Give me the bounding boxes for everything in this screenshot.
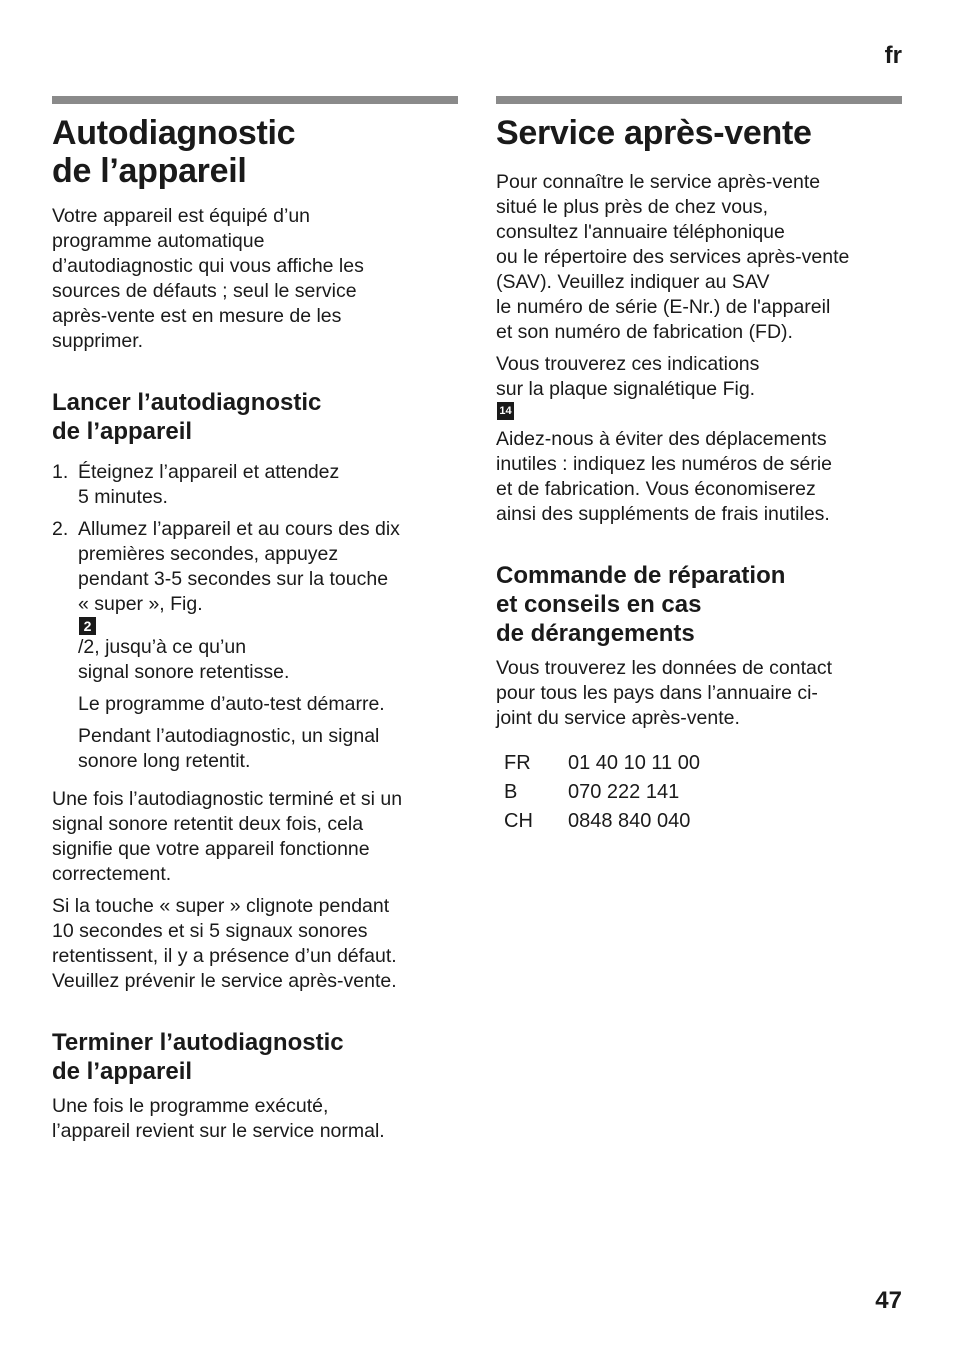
heading-terminer: Terminer l’autodiagnostic de l’appareil bbox=[52, 1029, 344, 1085]
list-item: 2. Allumez l’appareil et au cours des dix premières secondes, appuyez pendant 3-5 secondes sur la touche « super », Fig. 2 /2, jusqu’à ce qu’un signal sonore retentisse. bbox=[52, 518, 400, 683]
country-code: FR bbox=[504, 752, 531, 774]
title-autodiagnostic: Autodiagnostic de l’appareil bbox=[52, 114, 296, 190]
terminer-paragraph: Une fois le programme exécuté, l’appareil revient sur le service normal. bbox=[52, 1095, 385, 1142]
left-column bbox=[52, 96, 458, 1151]
list-item: 1. Éteignez l’appareil et attendez 5 minutes. bbox=[52, 461, 340, 508]
fault-paragraph: Si la touche « super » clignote pendant 10 secondes et si 5 signaux sonores retentissent, il y a présence d’un défaut. Veuillez prévenir le service après-vente. bbox=[52, 895, 397, 992]
title-service: Service après-vente bbox=[496, 114, 812, 152]
heading-commande: Commande de réparation et conseils en cas de dérangements bbox=[496, 562, 786, 647]
table-row bbox=[496, 749, 700, 778]
figure-reference-icon: 14 bbox=[497, 402, 514, 420]
help-paragraph: Aidez-nous à éviter des déplacements inutiles : indiquez les numéros de série et de fabrication. Vous économiserez ainsi des suppléments de frais inutiles. bbox=[496, 428, 833, 525]
language-code: fr bbox=[884, 42, 902, 69]
right-column bbox=[496, 96, 902, 836]
phone-number: 0848 840 040 bbox=[568, 810, 691, 832]
rating-plate-paragraph: Vous trouverez ces indications sur la plaque signalétique Fig. 14 bbox=[496, 352, 902, 420]
phone-number: 070 222 141 bbox=[568, 781, 680, 803]
step-number: 1. bbox=[52, 461, 69, 483]
contact-paragraph: Vous trouverez les données de contact pour tous les pays dans l’annuaire ci- joint du service après-vente. bbox=[496, 657, 833, 729]
success-paragraph: Une fois l’autodiagnostic terminé et si un signal sonore retentit deux fois, cela signifie que votre appareil fonctionne correctement. bbox=[52, 788, 403, 885]
section-rule bbox=[52, 96, 458, 104]
country-code: B bbox=[504, 781, 518, 803]
country-code: CH bbox=[504, 810, 533, 832]
page-number: 47 bbox=[875, 1287, 902, 1314]
step-result-text: Le programme d’auto-test démarre. bbox=[78, 693, 385, 715]
table-row bbox=[496, 807, 700, 836]
table-row bbox=[496, 778, 700, 807]
figure-reference-icon: 2 bbox=[79, 617, 96, 635]
service-paragraph: Pour connaître le service après-vente situé le plus près de chez vous, consultez l'annuaire téléphonique ou le répertoire des services après-vente (SAV). Veuillez indiquer au SAV le numéro de série (E-Nr.) de l'appareil et son numéro de fabrication (FD). bbox=[496, 171, 850, 343]
phone-table bbox=[496, 749, 700, 836]
step-number: 2. bbox=[52, 518, 69, 540]
intro-paragraph: Votre appareil est équipé d’un programme automatique d’autodiagnostic qui vous affiche les sources de défauts ; seul le service après-vente est en mesure de les supprimer. bbox=[52, 205, 364, 352]
heading-lancer: Lancer l’autodiagnostic de l’appareil bbox=[52, 389, 322, 445]
section-rule bbox=[496, 96, 902, 104]
phone-number: 01 40 10 11 00 bbox=[568, 752, 700, 774]
steps-list bbox=[52, 460, 458, 685]
step-result-text: Pendant l’autodiagnostic, un signal sonore long retentit. bbox=[78, 725, 380, 772]
